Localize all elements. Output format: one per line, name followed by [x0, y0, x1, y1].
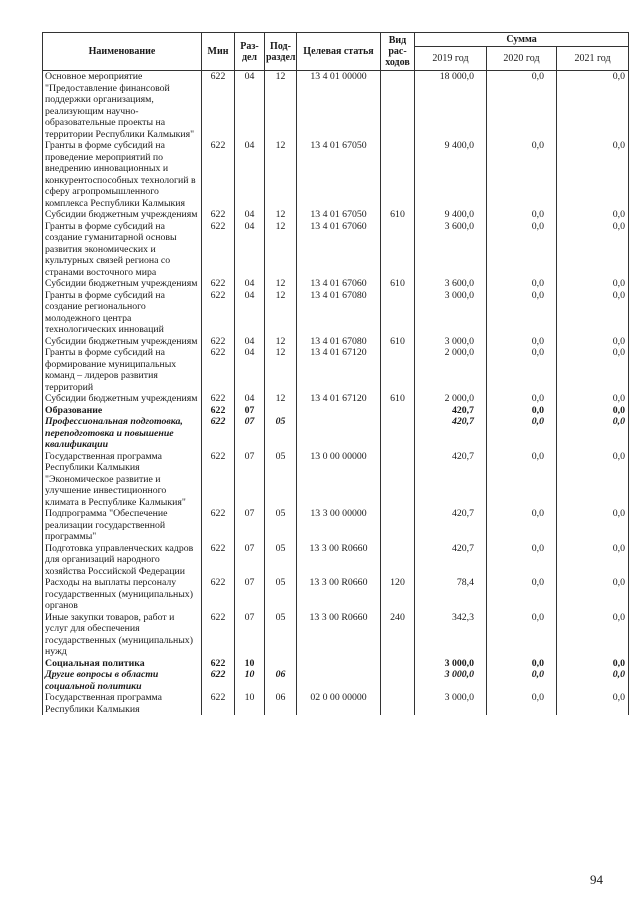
cell-name: Субсидии бюджетным учреждениям	[43, 278, 202, 290]
cell-y2020: 0,0	[487, 692, 557, 715]
cell-pod: 05	[265, 612, 297, 658]
cell-y2019: 3 000,0	[415, 669, 487, 692]
cell-name: Субсидии бюджетным учреждениям	[43, 209, 202, 221]
cell-y2021: 0,0	[557, 336, 629, 348]
cell-raz: 04	[235, 278, 265, 290]
cell-pod: 12	[265, 393, 297, 405]
cell-vid	[381, 508, 415, 543]
cell-vid: 120	[381, 577, 415, 612]
cell-name: Профессиональная подготовка, переподготовка и повышение квалификации	[43, 416, 202, 451]
cell-raz: 07	[235, 405, 265, 417]
cell-raz: 04	[235, 209, 265, 221]
cell-raz: 07	[235, 577, 265, 612]
cell-pod: 12	[265, 209, 297, 221]
cell-min: 622	[202, 221, 235, 279]
cell-min: 622	[202, 140, 235, 209]
cell-y2021: 0,0	[557, 405, 629, 417]
cell-y2020: 0,0	[487, 347, 557, 393]
cell-pod: 06	[265, 669, 297, 692]
cell-min: 622	[202, 347, 235, 393]
cell-y2019: 420,7	[415, 543, 487, 578]
cell-raz: 10	[235, 658, 265, 670]
cell-y2019: 420,7	[415, 451, 487, 509]
cell-pod: 12	[265, 290, 297, 336]
cell-vid: 610	[381, 393, 415, 405]
cell-raz: 04	[235, 347, 265, 393]
cell-y2019: 3 600,0	[415, 278, 487, 290]
cell-cel: 13 4 01 67080	[297, 290, 381, 336]
cell-y2020: 0,0	[487, 71, 557, 141]
cell-y2019: 3 000,0	[415, 692, 487, 715]
table-body	[43, 71, 629, 716]
cell-vid	[381, 290, 415, 336]
cell-y2021: 0,0	[557, 692, 629, 715]
cell-cel: 13 4 01 67060	[297, 221, 381, 279]
cell-raz: 10	[235, 669, 265, 692]
cell-vid	[381, 692, 415, 715]
cell-vid: 610	[381, 278, 415, 290]
cell-vid: 240	[381, 612, 415, 658]
cell-cel	[297, 669, 381, 692]
cell-y2021: 0,0	[557, 612, 629, 658]
table-row	[43, 669, 629, 692]
table-row	[43, 393, 629, 405]
cell-name: Субсидии бюджетным учреждениям	[43, 336, 202, 348]
table-row	[43, 290, 629, 336]
cell-name: Гранты в форме субсидий на создание регионального молодежного центра технологических инноваций	[43, 290, 202, 336]
cell-min: 622	[202, 612, 235, 658]
budget-table	[42, 32, 629, 715]
cell-y2020: 0,0	[487, 290, 557, 336]
cell-y2020: 0,0	[487, 658, 557, 670]
cell-y2021: 0,0	[557, 577, 629, 612]
cell-raz: 07	[235, 543, 265, 578]
cell-y2019: 420,7	[415, 416, 487, 451]
table-row	[43, 347, 629, 393]
cell-cel: 13 4 01 67050	[297, 209, 381, 221]
cell-cel: 13 4 01 67120	[297, 347, 381, 393]
cell-y2019: 9 400,0	[415, 140, 487, 209]
cell-cel: 13 4 01 67050	[297, 140, 381, 209]
cell-y2020: 0,0	[487, 140, 557, 209]
cell-vid: 610	[381, 209, 415, 221]
cell-y2021: 0,0	[557, 658, 629, 670]
cell-y2020: 0,0	[487, 577, 557, 612]
cell-name: Гранты в форме субсидий на создание гуманитарной основы развития экономических и культурных связей региона со странами восточного мира	[43, 221, 202, 279]
table-row	[43, 612, 629, 658]
cell-raz: 07	[235, 508, 265, 543]
cell-y2019: 78,4	[415, 577, 487, 612]
cell-raz: 07	[235, 612, 265, 658]
cell-cel: 13 0 00 00000	[297, 451, 381, 509]
cell-raz: 04	[235, 140, 265, 209]
cell-y2019: 3 000,0	[415, 336, 487, 348]
table-row	[43, 658, 629, 670]
cell-vid	[381, 405, 415, 417]
cell-pod: 05	[265, 543, 297, 578]
cell-y2021: 0,0	[557, 71, 629, 141]
table-row	[43, 221, 629, 279]
cell-raz: 04	[235, 71, 265, 141]
cell-name: Расходы на выплаты персоналу государственных (муниципальных) органов	[43, 577, 202, 612]
cell-y2019: 2 000,0	[415, 347, 487, 393]
cell-min: 622	[202, 508, 235, 543]
cell-pod: 05	[265, 577, 297, 612]
cell-y2019: 3 000,0	[415, 658, 487, 670]
cell-min: 622	[202, 543, 235, 578]
cell-y2020: 0,0	[487, 336, 557, 348]
cell-y2020: 0,0	[487, 451, 557, 509]
cell-vid	[381, 669, 415, 692]
cell-raz: 04	[235, 393, 265, 405]
cell-y2019: 9 400,0	[415, 209, 487, 221]
cell-y2020: 0,0	[487, 612, 557, 658]
cell-y2020: 0,0	[487, 416, 557, 451]
cell-raz: 10	[235, 692, 265, 715]
cell-y2021: 0,0	[557, 221, 629, 279]
table-row	[43, 416, 629, 451]
table-row	[43, 508, 629, 543]
cell-pod: 12	[265, 140, 297, 209]
cell-raz: 04	[235, 290, 265, 336]
cell-raz: 04	[235, 336, 265, 348]
cell-y2020: 0,0	[487, 669, 557, 692]
cell-name: Иные закупки товаров, работ и услуг для обеспечения государственных (муниципальных) нужд	[43, 612, 202, 658]
cell-min: 622	[202, 692, 235, 715]
cell-name: Другие вопросы в области социальной политики	[43, 669, 202, 692]
cell-name: Субсидии бюджетным учреждениям	[43, 393, 202, 405]
cell-name: Государственная программа Республики Калмыкия	[43, 692, 202, 715]
cell-vid	[381, 416, 415, 451]
cell-y2021: 0,0	[557, 669, 629, 692]
cell-pod: 05	[265, 451, 297, 509]
header-2019: 2019 год	[415, 47, 487, 71]
cell-min: 622	[202, 336, 235, 348]
cell-min: 622	[202, 577, 235, 612]
cell-vid	[381, 543, 415, 578]
cell-y2019: 342,3	[415, 612, 487, 658]
cell-min: 622	[202, 416, 235, 451]
header-summa: Сумма	[415, 33, 629, 47]
cell-min: 622	[202, 278, 235, 290]
cell-min: 622	[202, 71, 235, 141]
table-row	[43, 405, 629, 417]
cell-name: Социальная политика	[43, 658, 202, 670]
cell-y2021: 0,0	[557, 451, 629, 509]
cell-y2020: 0,0	[487, 508, 557, 543]
cell-raz: 04	[235, 221, 265, 279]
header-2020: 2020 год	[487, 47, 557, 71]
cell-y2021: 0,0	[557, 508, 629, 543]
cell-pod	[265, 658, 297, 670]
cell-pod	[265, 405, 297, 417]
cell-cel: 13 3 00 R0660	[297, 577, 381, 612]
table-row	[43, 577, 629, 612]
cell-raz: 07	[235, 451, 265, 509]
table-row	[43, 209, 629, 221]
cell-pod: 12	[265, 336, 297, 348]
header-vid: Вид рас-ходов	[381, 33, 415, 71]
cell-name: Основное мероприятие "Предоставление финансовой поддержки организациям, реализующим научно-образовательные проекты на территории Республики Калмыкия"	[43, 71, 202, 141]
cell-y2021: 0,0	[557, 543, 629, 578]
page-number: 94	[590, 872, 603, 887]
table-row	[43, 692, 629, 715]
cell-raz: 07	[235, 416, 265, 451]
cell-cel: 13 4 01 67080	[297, 336, 381, 348]
cell-y2020: 0,0	[487, 543, 557, 578]
cell-y2020: 0,0	[487, 221, 557, 279]
cell-vid	[381, 658, 415, 670]
cell-min: 622	[202, 393, 235, 405]
cell-name: Образование	[43, 405, 202, 417]
table-row	[43, 451, 629, 509]
cell-y2019: 420,7	[415, 405, 487, 417]
cell-name: Гранты в форме субсидий на проведение мероприятий по внедрению инновационных и конкурентоспособных технологий в сферу агропромышленного комплекса Республики Калмыкия	[43, 140, 202, 209]
cell-cel: 13 3 00 R0660	[297, 543, 381, 578]
cell-vid	[381, 451, 415, 509]
cell-y2020: 0,0	[487, 405, 557, 417]
cell-y2019: 3 000,0	[415, 290, 487, 336]
header-min: Мин	[202, 33, 235, 71]
cell-min: 622	[202, 658, 235, 670]
cell-cel: 13 4 01 67120	[297, 393, 381, 405]
cell-pod: 05	[265, 416, 297, 451]
cell-pod: 12	[265, 71, 297, 141]
cell-name: Государственная программа Республики Калмыкия "Экономическое развитие и улучшение инвестиционного климата в Республике Калмыкия"	[43, 451, 202, 509]
table-row	[43, 278, 629, 290]
cell-pod: 12	[265, 278, 297, 290]
cell-name: Гранты в форме субсидий на формирование муниципальных команд – лидеров развития территорий	[43, 347, 202, 393]
cell-min: 622	[202, 290, 235, 336]
cell-y2019: 2 000,0	[415, 393, 487, 405]
cell-cel	[297, 405, 381, 417]
table-row	[43, 543, 629, 578]
cell-cel	[297, 658, 381, 670]
cell-y2021: 0,0	[557, 140, 629, 209]
cell-cel: 13 4 01 00000	[297, 71, 381, 141]
cell-y2021: 0,0	[557, 290, 629, 336]
cell-cel: 02 0 00 00000	[297, 692, 381, 715]
cell-cel: 13 4 01 67060	[297, 278, 381, 290]
cell-pod: 05	[265, 508, 297, 543]
cell-vid: 610	[381, 336, 415, 348]
header-razdel: Раз-дел	[235, 33, 265, 71]
cell-y2019: 3 600,0	[415, 221, 487, 279]
cell-vid	[381, 71, 415, 141]
cell-y2021: 0,0	[557, 209, 629, 221]
cell-y2021: 0,0	[557, 416, 629, 451]
cell-min: 622	[202, 451, 235, 509]
header-celevaya: Целевая статья	[297, 33, 381, 71]
cell-vid	[381, 221, 415, 279]
header-name: Наименование	[43, 33, 202, 71]
cell-pod: 12	[265, 221, 297, 279]
cell-y2019: 18 000,0	[415, 71, 487, 141]
table-row	[43, 140, 629, 209]
cell-vid	[381, 347, 415, 393]
cell-min: 622	[202, 669, 235, 692]
cell-y2020: 0,0	[487, 393, 557, 405]
cell-cel: 13 3 00 R0660	[297, 612, 381, 658]
table-row	[43, 71, 629, 141]
table-row	[43, 336, 629, 348]
cell-min: 622	[202, 405, 235, 417]
cell-pod: 06	[265, 692, 297, 715]
cell-vid	[381, 140, 415, 209]
cell-y2021: 0,0	[557, 393, 629, 405]
header-podrazdel: Под-раздел	[265, 33, 297, 71]
cell-y2021: 0,0	[557, 278, 629, 290]
cell-pod: 12	[265, 347, 297, 393]
header-2021: 2021 год	[557, 47, 629, 71]
cell-cel	[297, 416, 381, 451]
cell-min: 622	[202, 209, 235, 221]
cell-y2021: 0,0	[557, 347, 629, 393]
cell-name: Подготовка управленческих кадров для организаций народного хозяйства Российской Федерации	[43, 543, 202, 578]
cell-y2019: 420,7	[415, 508, 487, 543]
cell-name: Подпрограмма "Обеспечение реализации государственной программы"	[43, 508, 202, 543]
cell-y2020: 0,0	[487, 278, 557, 290]
cell-y2020: 0,0	[487, 209, 557, 221]
table-header	[43, 33, 629, 71]
cell-cel: 13 3 00 00000	[297, 508, 381, 543]
